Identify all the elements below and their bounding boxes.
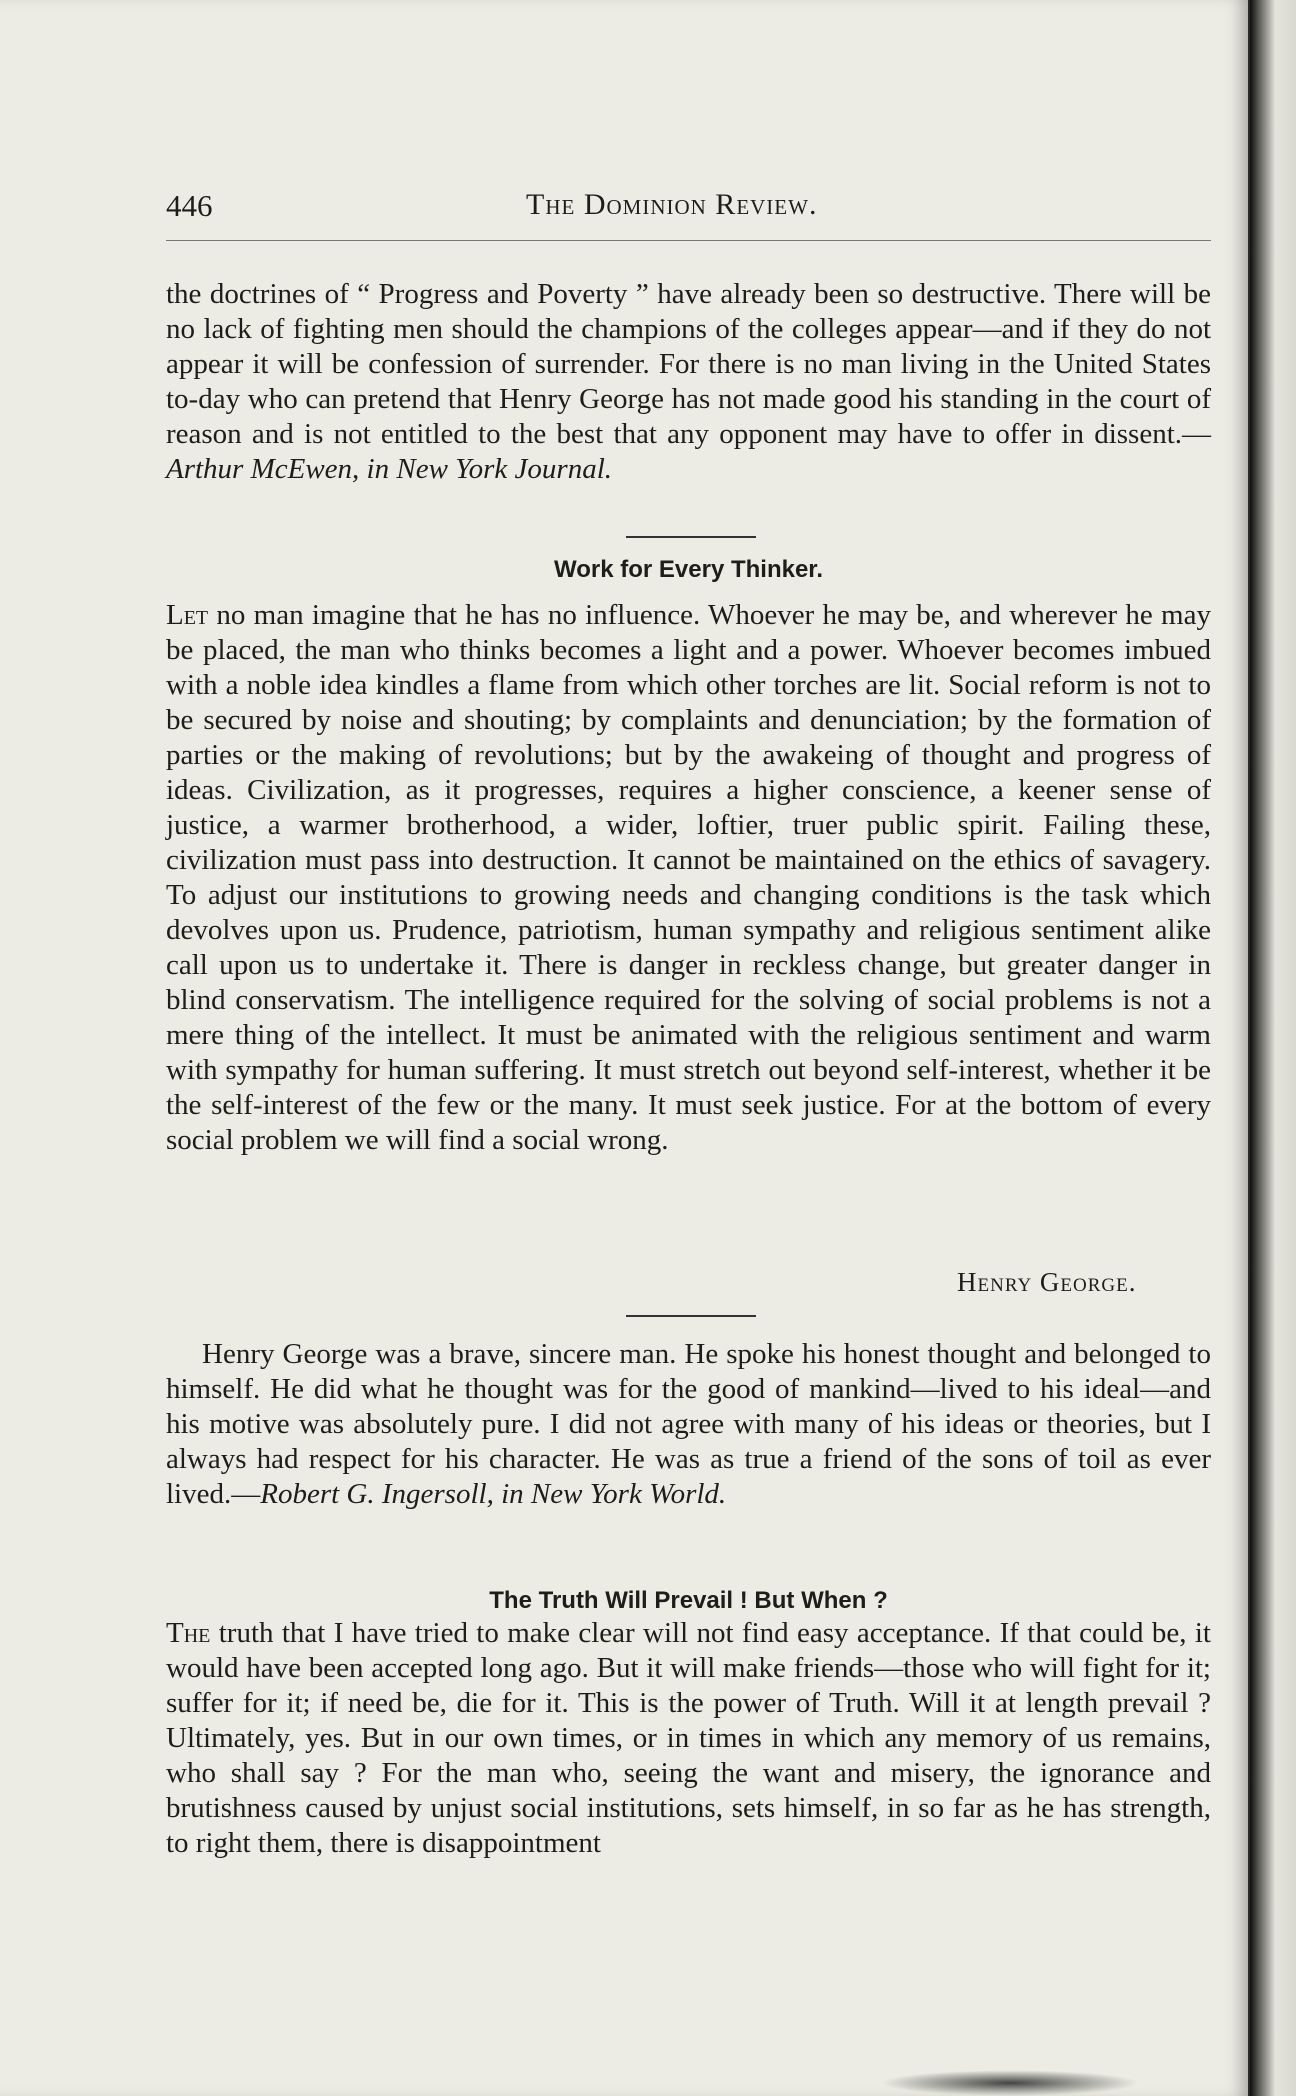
author-signature: Henry George.	[957, 1267, 1137, 1297]
section-heading: The Truth Will Prevail ! But When ?	[489, 1587, 888, 1614]
ingersoll-text: Henry George was a brave, sincere man. He spoke his honest thought and belonged to himself. He did what he thought was for the good of mankind—lived to his ideal—and his motive was absolutely pure. I did not agree with many of his ideas or theories, but I always had respect for his character. He was as true a friend of the sons of toil as ever lived.—	[166, 1338, 1211, 1510]
lead-word: The	[166, 1617, 211, 1649]
intro-paragraph	[166, 277, 1211, 487]
ingersoll-citation: Robert G. Ingersoll, in New York World.	[260, 1478, 727, 1510]
intro-text: the doctrines of “ Progress and Poverty ” have already been so destructive. There will be no lack of fighting men should the champions of the colleges appear—and if they do not appear it will be confession of surrender. For there is no man living in the United States to-day who can pretend that Henry George has not made good his standing in the court of reason and is not entitled to the best that any opponent may have to offer in dissent.—	[166, 278, 1211, 450]
section-body	[166, 1616, 1211, 1861]
page-header	[166, 188, 1211, 232]
header-rule	[166, 240, 1211, 241]
section-divider	[626, 536, 756, 538]
running-head: The Dominion Review.	[526, 188, 818, 221]
adjacent-page-edge	[1250, 0, 1296, 2096]
scan-shadow	[880, 2070, 1140, 2096]
section-heading: Work for Every Thinker.	[554, 556, 823, 583]
intro-citation: Arthur McEwen, in New York Journal.	[166, 453, 613, 485]
ingersoll-paragraph	[166, 1337, 1211, 1512]
lead-word: Let	[166, 599, 209, 631]
section-divider	[626, 1315, 756, 1317]
section-text: no man imagine that he has no influence. Whoever he may be, and wherever he may be placed, the man who thinks becomes a light and a power. Whoever becomes imbued with a noble idea kindles a flame from which other torches are lit. Social reform is not to be secured by noise and shouting; by complaints and denunciation; by the formation of parties or the making of revolutions; but by the awakeing of thought and progress of ideas. Civilization, as it progresses, requires a higher conscience, a keener sense of justice, a warmer brotherhood, a wider, loftier, truer public spirit. Failing these, civilization must pass into destruction. It cannot be maintained on the ethics of savagery. To adjust our institutions to growing needs and changing conditions is the task which devolves upon us. Prudence, patriotism, human sympathy and religious sentiment alike call upon us to undertake it. There is danger in reckless change, but greater danger in blind conservatism. The intelligence required for the solving of social problems is not a mere thing of the intellect. It must be animated with the religious sentiment and warm with sympathy for human suffering. It must stretch out beyond self-interest, whether it be the self-interest of the few or the many. It must seek justice. For at the bottom of every social problem we will find a social wrong.	[166, 599, 1211, 1156]
section-body	[166, 598, 1211, 1158]
section-text: truth that I have tried to make clear will not find easy acceptance. If that could be, it would have been accepted long ago. But it will make friends—those who will fight for it; suffer for it; if need be, die for it. This is the power of Truth. Will it at length prevail ? Ultimately, yes. But in our own times, or in times in which any memory of us remains, who shall say ? For the man who, seeing the want and misery, the ignorance and brutishness caused by unjust social institutions, sets himself, in so far as he has strength, to right them, there is disappointment	[166, 1617, 1211, 1859]
page-number: 446	[166, 188, 213, 223]
